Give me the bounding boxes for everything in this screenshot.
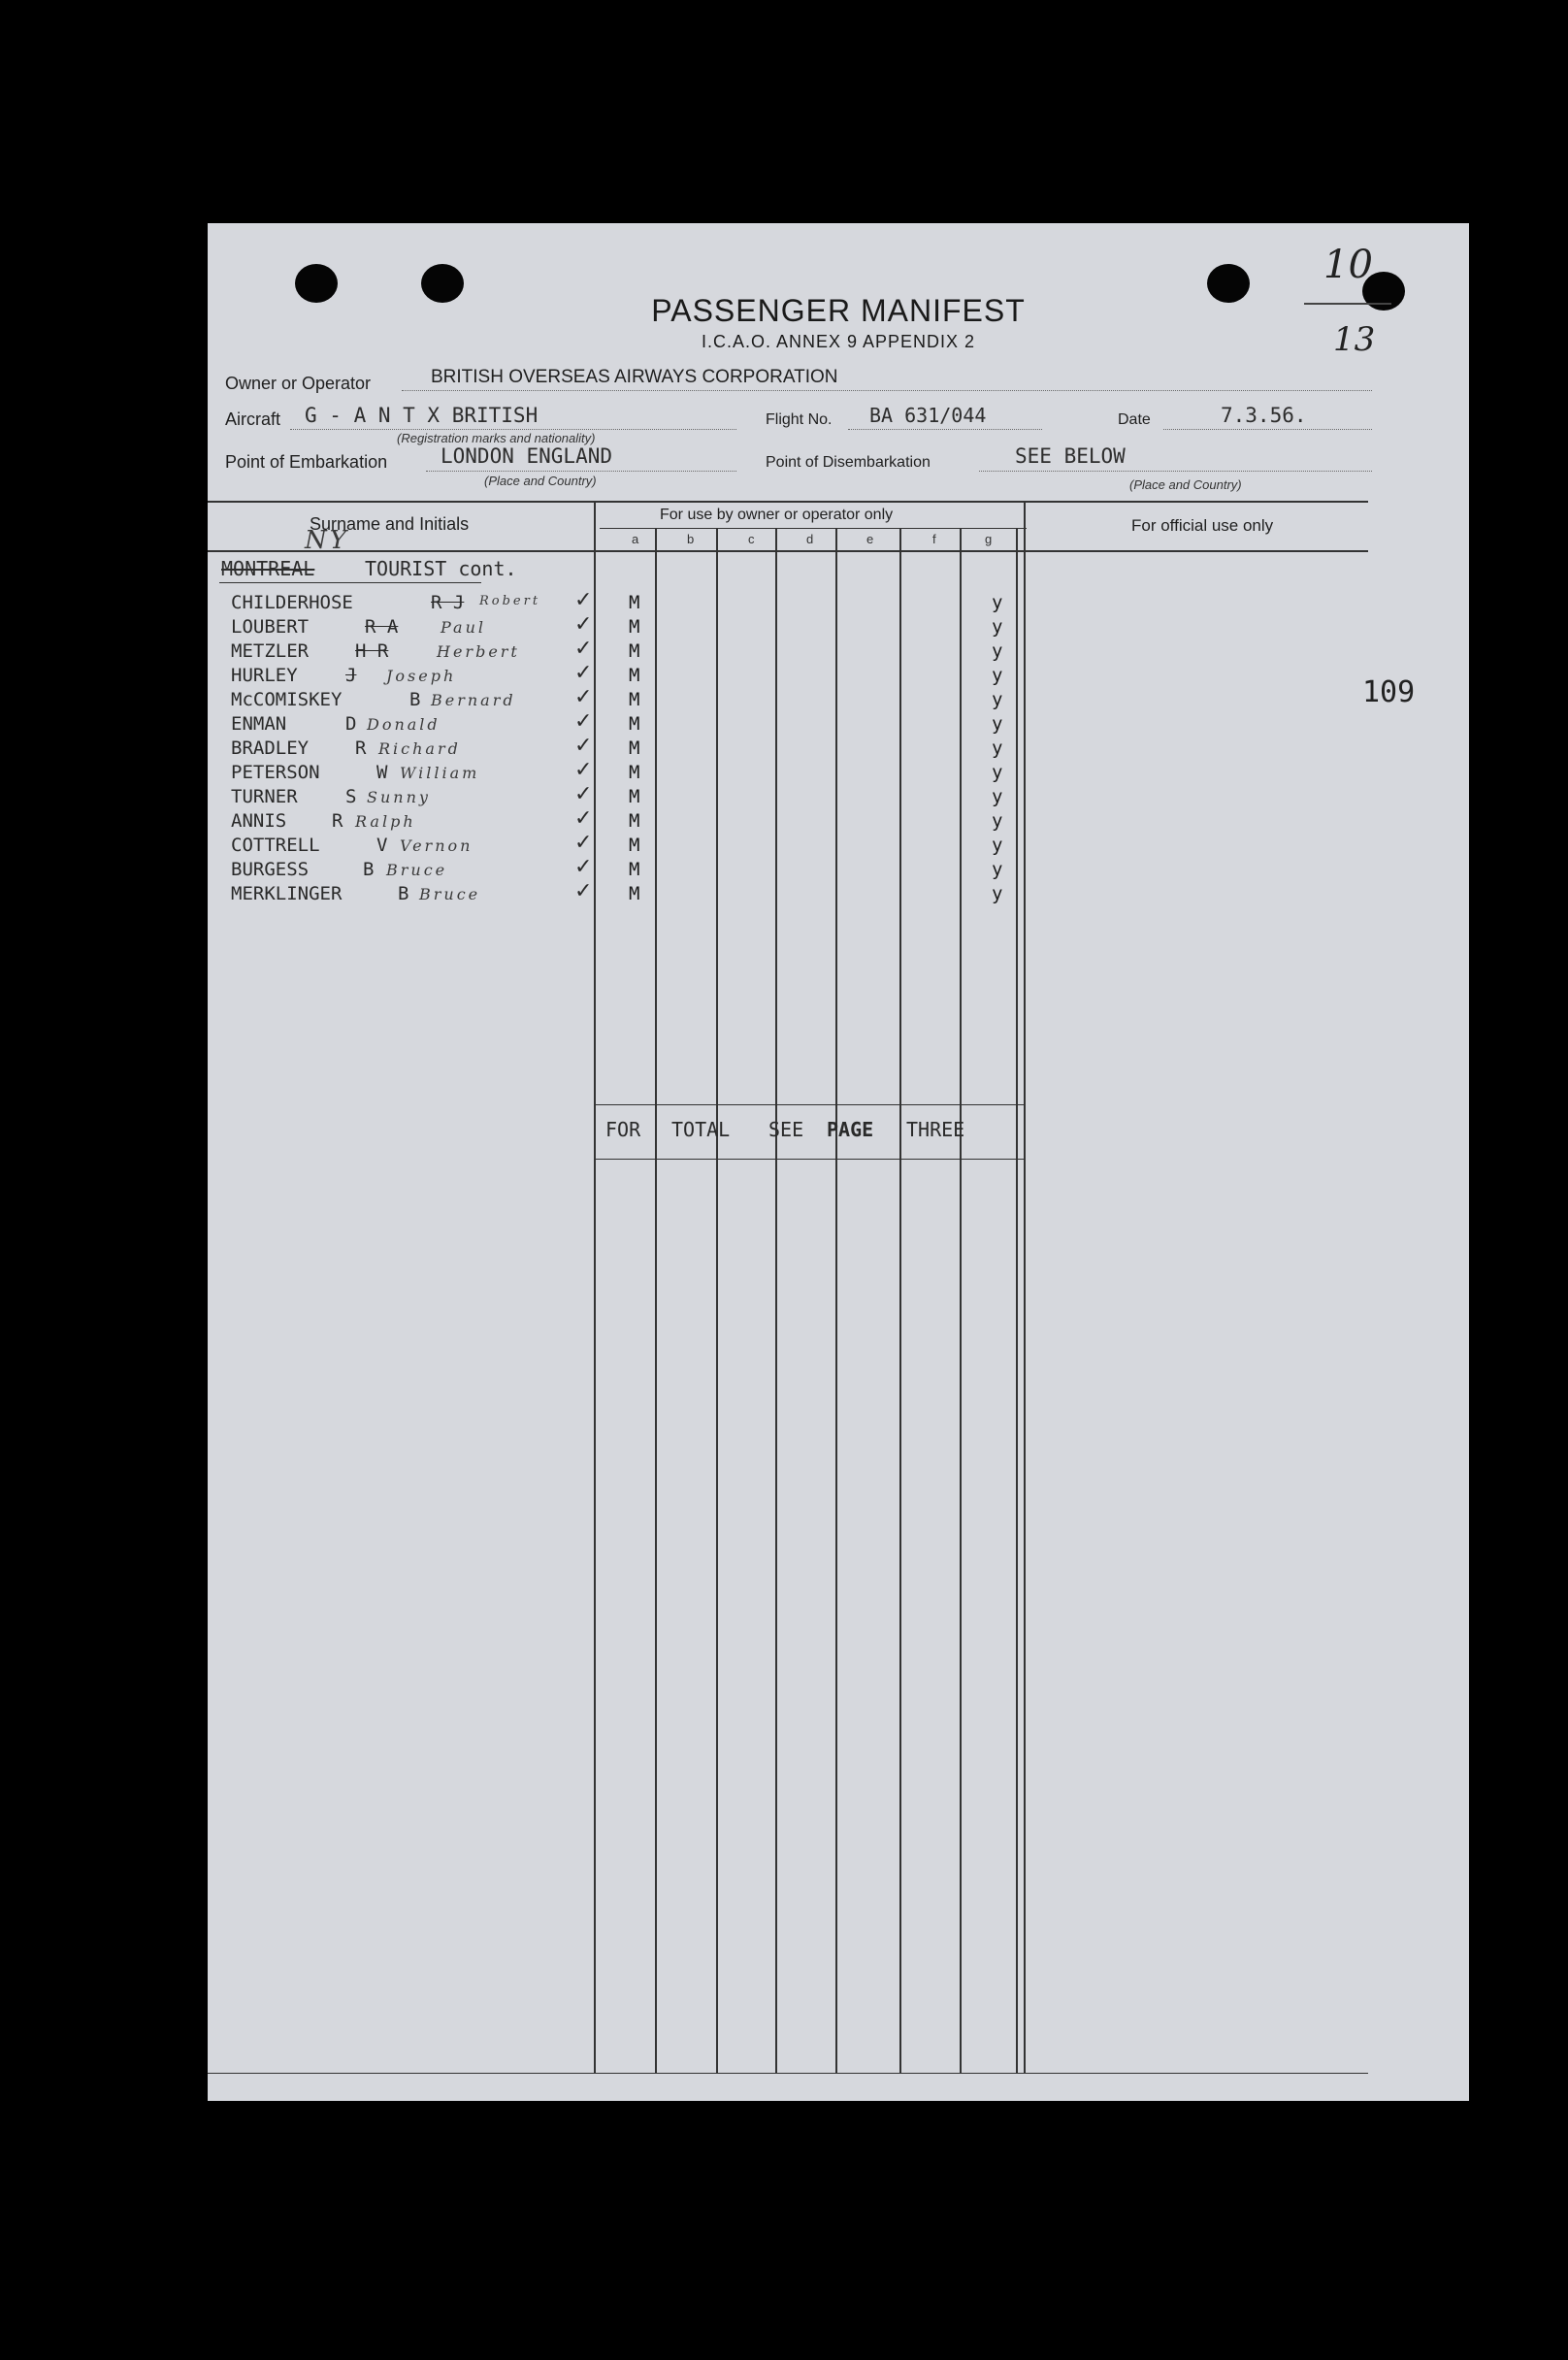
passenger-col-g: y xyxy=(992,835,1003,856)
passenger-col-g: y xyxy=(992,592,1003,613)
manifest-sheet xyxy=(208,223,1469,2101)
passenger-col-g: y xyxy=(992,713,1003,735)
passenger-col-g: y xyxy=(992,810,1003,832)
check-mark: ✓ xyxy=(574,612,593,637)
passenger-col-g: y xyxy=(992,762,1003,783)
passenger-col-g: y xyxy=(992,859,1003,880)
passenger-surname: METZLER xyxy=(231,640,310,662)
check-mark: ✓ xyxy=(574,806,593,831)
passenger-col-g: y xyxy=(992,616,1003,638)
check-mark: ✓ xyxy=(574,879,593,903)
passenger-surname: COTTRELL xyxy=(231,835,320,856)
passenger-col-g: y xyxy=(992,883,1003,904)
passenger-row xyxy=(219,782,1287,810)
passenger-row xyxy=(219,831,1287,859)
passenger-col-a: M xyxy=(629,786,640,807)
passenger-initial: H R xyxy=(355,640,389,662)
passenger-row xyxy=(219,879,1287,907)
page-subtitle: I.C.A.O. ANNEX 9 APPENDIX 2 xyxy=(701,332,976,351)
passenger-initial: R A xyxy=(365,616,399,638)
passenger-row xyxy=(219,734,1287,762)
passenger-row xyxy=(219,806,1287,835)
aircraft-dotline xyxy=(290,429,736,430)
passenger-col-g: y xyxy=(992,689,1003,710)
passenger-surname: BRADLEY xyxy=(231,738,310,759)
passenger-given-name: Vernon xyxy=(400,836,474,855)
corner-note-bottom: 13 xyxy=(1333,320,1376,359)
subcol-f: f xyxy=(932,532,936,546)
passenger-surname: BURGESS xyxy=(231,859,310,880)
passenger-surname: McCOMISKEY xyxy=(231,689,343,710)
section-underline xyxy=(219,582,481,583)
surname-column-header: Surname and Initials xyxy=(310,514,470,534)
total-bottom-rule xyxy=(594,1159,1026,1160)
aircraft-value: G - A N T X BRITISH xyxy=(305,404,539,427)
flight-value: BA 631/044 xyxy=(869,404,987,427)
owner-use-column-header: For use by owner or operator only xyxy=(660,507,894,523)
passenger-col-a: M xyxy=(629,762,640,783)
check-mark: ✓ xyxy=(574,637,593,661)
passenger-col-a: M xyxy=(629,640,640,662)
subcol-g: g xyxy=(985,532,993,546)
passenger-initial: B xyxy=(363,859,375,880)
passenger-row xyxy=(219,685,1287,713)
check-mark: ✓ xyxy=(574,831,593,855)
total-top-rule xyxy=(594,1104,1026,1105)
passenger-surname: ANNIS xyxy=(231,810,287,832)
check-mark: ✓ xyxy=(574,709,593,734)
disembarkation-dotline xyxy=(979,471,1372,472)
passenger-given-name: Sunny xyxy=(367,788,431,806)
passenger-col-a: M xyxy=(629,592,640,613)
date-value: 7.3.56. xyxy=(1221,404,1307,427)
passenger-row xyxy=(219,588,1287,616)
passenger-col-g: y xyxy=(992,786,1003,807)
check-mark: ✓ xyxy=(574,855,593,879)
passenger-row xyxy=(219,758,1287,786)
section-handwritten-note: NY xyxy=(305,526,349,555)
passenger-col-a: M xyxy=(629,859,640,880)
page-number: 109 xyxy=(1362,675,1416,709)
embarkation-dotline xyxy=(426,471,736,472)
subcol-rule xyxy=(600,528,1027,529)
subcol-d: d xyxy=(806,532,814,546)
passenger-surname: MERKLINGER xyxy=(231,883,343,904)
disembarkation-label: Point of Disembarkation xyxy=(766,454,931,471)
aircraft-label: Aircraft xyxy=(225,410,281,429)
check-mark: ✓ xyxy=(574,685,593,709)
total-word-for: FOR xyxy=(605,1118,641,1141)
subcolumn-labels xyxy=(208,532,1469,551)
passenger-initial: B xyxy=(409,689,421,710)
passenger-given-name: Donald xyxy=(367,715,441,734)
passenger-col-a: M xyxy=(629,665,640,686)
passenger-initial: R J xyxy=(431,592,465,613)
passenger-surname: LOUBERT xyxy=(231,616,310,638)
passenger-given-name: Richard xyxy=(378,739,461,758)
table-top-rule xyxy=(208,501,1368,503)
corner-note-top: 10 xyxy=(1323,243,1373,287)
passenger-initial: S xyxy=(345,786,357,807)
passenger-row xyxy=(219,709,1287,738)
aircraft-note: (Registration marks and nationality) xyxy=(397,431,596,445)
subcol-b: b xyxy=(687,532,695,546)
passenger-initial: B xyxy=(398,883,409,904)
passenger-surname: PETERSON xyxy=(231,762,320,783)
subcol-e: e xyxy=(866,532,874,546)
owner-label: Owner or Operator xyxy=(225,374,372,393)
passenger-initial: D xyxy=(345,713,357,735)
check-mark: ✓ xyxy=(574,661,593,685)
page-title: PASSENGER MANIFEST xyxy=(651,293,1026,328)
passenger-initial: J xyxy=(345,665,357,686)
embarkation-label: Point of Embarkation xyxy=(225,452,388,472)
passenger-given-name: Ralph xyxy=(355,812,416,831)
passenger-initial: R xyxy=(355,738,367,759)
flight-label: Flight No. xyxy=(766,411,833,428)
subcol-c: c xyxy=(748,532,755,546)
total-word-see: SEE xyxy=(768,1118,804,1141)
passenger-given-name: Bruce xyxy=(419,885,481,903)
passenger-given-name: Bruce xyxy=(386,861,448,879)
passenger-given-name: Herbert xyxy=(437,642,520,661)
passenger-initial: W xyxy=(376,762,388,783)
passenger-col-a: M xyxy=(629,616,640,638)
table-bottom-rule xyxy=(208,2073,1368,2074)
passenger-list xyxy=(208,588,1469,941)
disembarkation-note: (Place and Country) xyxy=(1129,477,1242,492)
passenger-col-a: M xyxy=(629,883,640,904)
check-mark: ✓ xyxy=(574,734,593,758)
passenger-col-a: M xyxy=(629,689,640,710)
total-word-three: THREE xyxy=(906,1118,965,1141)
passenger-given-name: Joseph xyxy=(386,667,457,685)
passenger-given-name: Robert xyxy=(479,594,541,608)
passenger-row xyxy=(219,637,1287,665)
embarkation-value: LONDON ENGLAND xyxy=(441,444,613,468)
official-use-column-header: For official use only xyxy=(1131,516,1274,535)
embarkation-note: (Place and Country) xyxy=(484,474,597,488)
passenger-surname: CHILDERHOSE xyxy=(231,592,353,613)
total-word-page: PAGE xyxy=(827,1118,874,1141)
passenger-col-g: y xyxy=(992,640,1003,662)
total-word-total: TOTAL xyxy=(671,1118,731,1141)
passenger-given-name: Bernard xyxy=(431,691,516,709)
passenger-row xyxy=(219,661,1287,689)
owner-dotline xyxy=(402,390,1372,391)
check-mark: ✓ xyxy=(574,758,593,782)
passenger-col-a: M xyxy=(629,835,640,856)
date-label: Date xyxy=(1118,411,1151,428)
passenger-col-a: M xyxy=(629,713,640,735)
section-label: TOURIST cont. xyxy=(365,557,517,580)
disembarkation-value: SEE BELOW xyxy=(1015,444,1126,468)
date-dotline xyxy=(1163,429,1372,430)
check-mark: ✓ xyxy=(574,588,593,612)
passenger-col-g: y xyxy=(992,738,1003,759)
passenger-initial: R xyxy=(332,810,343,832)
subcol-a: a xyxy=(632,532,639,546)
passenger-col-g: y xyxy=(992,665,1003,686)
passenger-surname: ENMAN xyxy=(231,713,287,735)
passenger-given-name: Paul xyxy=(441,618,487,637)
passenger-col-a: M xyxy=(629,810,640,832)
passenger-row xyxy=(219,855,1287,883)
passenger-initial: V xyxy=(376,835,388,856)
flight-dotline xyxy=(848,429,1042,430)
passenger-surname: TURNER xyxy=(231,786,298,807)
owner-value: BRITISH OVERSEAS AIRWAYS CORPORATION xyxy=(431,367,838,387)
passenger-col-a: M xyxy=(629,738,640,759)
section-struck-label: MONTREAL xyxy=(221,557,315,580)
passenger-given-name: William xyxy=(400,764,480,782)
passenger-row xyxy=(219,612,1287,640)
passenger-surname: HURLEY xyxy=(231,665,298,686)
check-mark: ✓ xyxy=(574,782,593,806)
